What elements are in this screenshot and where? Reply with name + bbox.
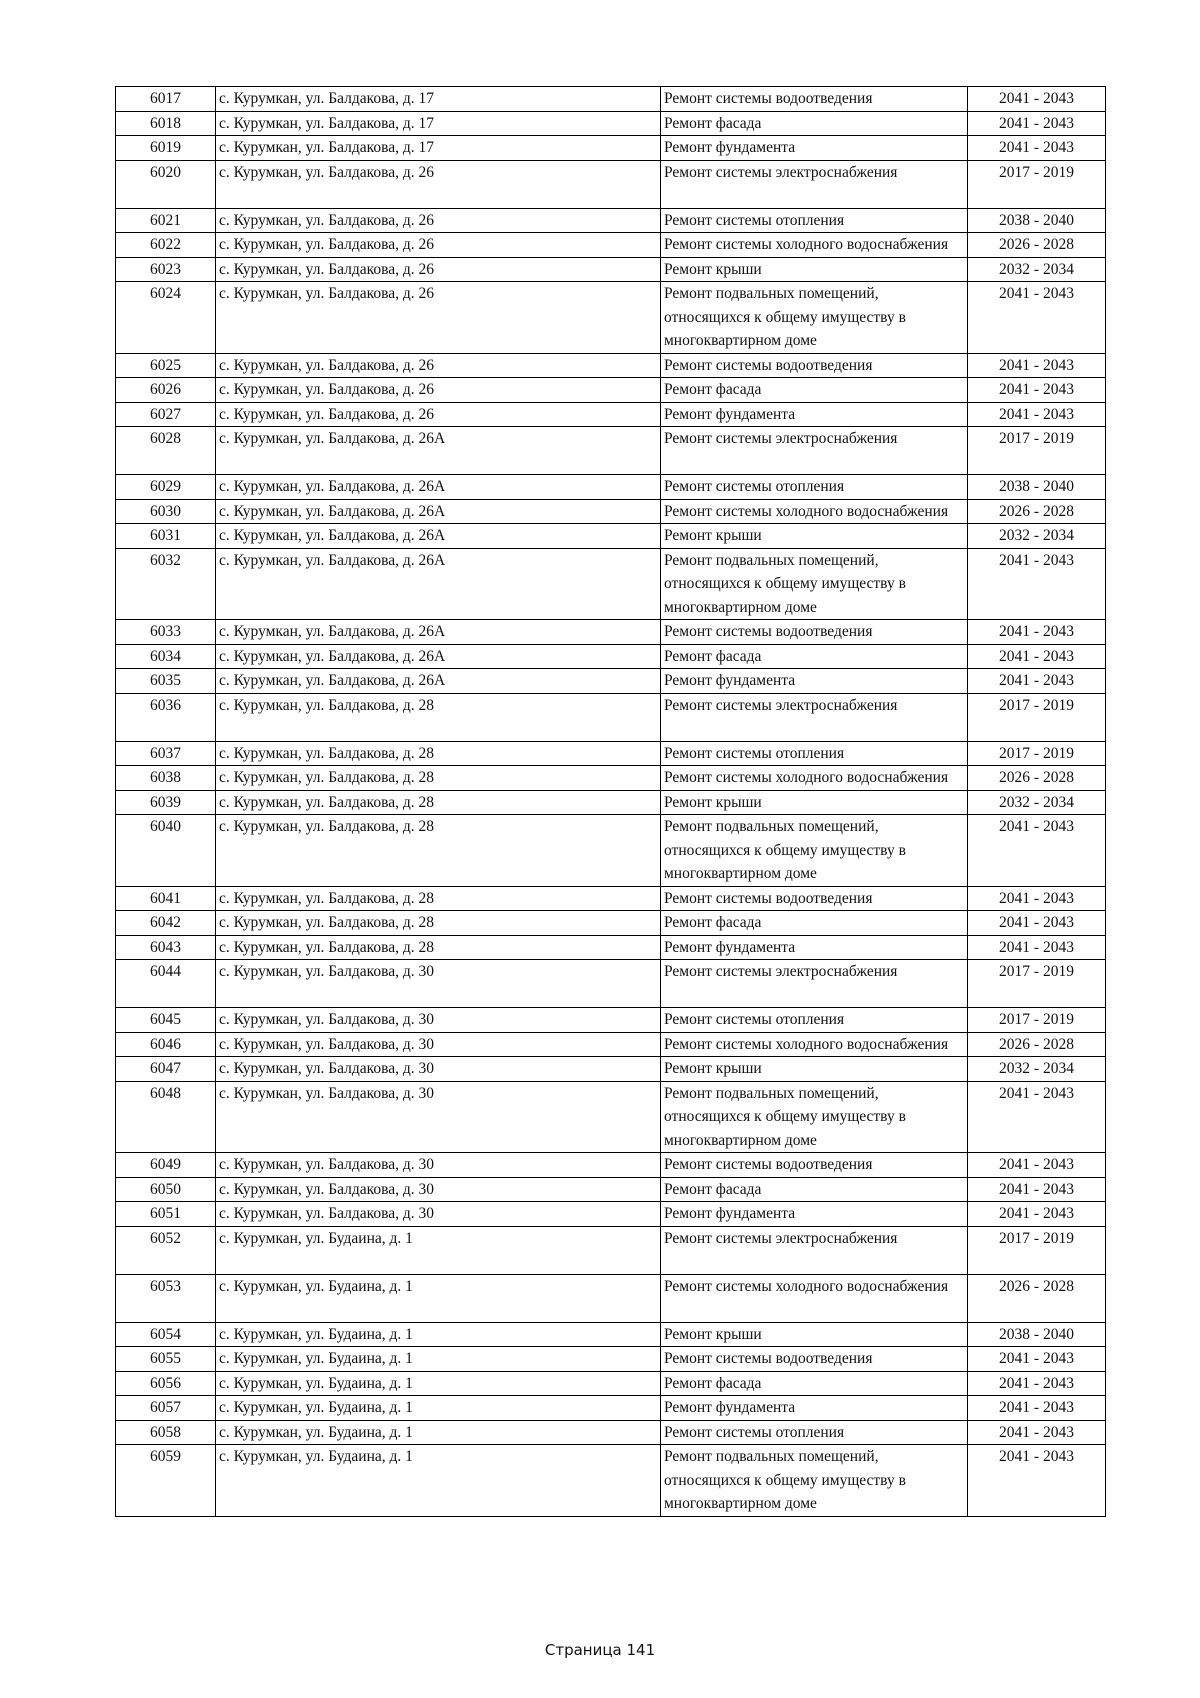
row-number: 6040: [116, 815, 216, 887]
row-number: 6038: [116, 766, 216, 791]
row-address: с. Курумкан, ул. Балдакова, д. 26: [216, 402, 661, 427]
row-period: 2032 - 2034: [968, 257, 1106, 282]
row-work-type: Ремонт системы водоотведения: [661, 87, 968, 112]
row-work-type: Ремонт системы отопления: [661, 1008, 968, 1033]
table-row: [116, 1226, 1106, 1274]
row-address: с. Курумкан, ул. Будаина, д. 1: [216, 1347, 661, 1372]
row-address: с. Курумкан, ул. Балдакова, д. 26А: [216, 669, 661, 694]
row-number: 6053: [116, 1274, 216, 1322]
row-address: с. Курумкан, ул. Балдакова, д. 26: [216, 233, 661, 258]
row-work-type: Ремонт фундамента: [661, 1396, 968, 1421]
row-address: с. Курумкан, ул. Балдакова, д. 26: [216, 282, 661, 354]
row-number: 6047: [116, 1057, 216, 1082]
row-work-type: Ремонт системы холодного водоснабжения: [661, 1032, 968, 1057]
row-work-type: Ремонт фундамента: [661, 669, 968, 694]
row-number: 6043: [116, 935, 216, 960]
row-address: с. Курумкан, ул. Балдакова, д. 30: [216, 960, 661, 1008]
row-address: с. Курумкан, ул. Будаина, д. 1: [216, 1371, 661, 1396]
row-address: с. Курумкан, ул. Будаина, д. 1: [216, 1445, 661, 1517]
row-work-type: Ремонт системы холодного водоснабжения: [661, 233, 968, 258]
row-number: 6041: [116, 886, 216, 911]
row-period: 2041 - 2043: [968, 87, 1106, 112]
table-row: [116, 282, 1106, 354]
row-work-type: Ремонт системы водоотведения: [661, 620, 968, 645]
row-period: 2038 - 2040: [968, 208, 1106, 233]
row-number: 6034: [116, 644, 216, 669]
row-period: 2041 - 2043: [968, 886, 1106, 911]
row-number: 6020: [116, 160, 216, 208]
row-number: 6039: [116, 790, 216, 815]
row-period: 2032 - 2034: [968, 1057, 1106, 1082]
row-number: 6052: [116, 1226, 216, 1274]
table-row: [116, 911, 1106, 936]
table-row: [116, 669, 1106, 694]
row-work-type: Ремонт системы отопления: [661, 1420, 968, 1445]
row-period: 2041 - 2043: [968, 644, 1106, 669]
table-row: [116, 1177, 1106, 1202]
row-address: с. Курумкан, ул. Балдакова, д. 28: [216, 693, 661, 741]
row-work-type: Ремонт крыши: [661, 257, 968, 282]
table-row: [116, 1420, 1106, 1445]
row-number: 6033: [116, 620, 216, 645]
row-work-type: Ремонт системы электроснабжения: [661, 160, 968, 208]
row-period: 2041 - 2043: [968, 669, 1106, 694]
row-work-type: Ремонт фасада: [661, 111, 968, 136]
table-row: [116, 548, 1106, 620]
row-number: 6027: [116, 402, 216, 427]
row-address: с. Курумкан, ул. Балдакова, д. 28: [216, 741, 661, 766]
table-row: [116, 257, 1106, 282]
table-row: [116, 233, 1106, 258]
row-period: 2041 - 2043: [968, 1445, 1106, 1517]
row-address: с. Курумкан, ул. Балдакова, д. 17: [216, 136, 661, 161]
row-address: с. Курумкан, ул. Балдакова, д. 26: [216, 353, 661, 378]
row-period: 2038 - 2040: [968, 1322, 1106, 1347]
row-address: с. Курумкан, ул. Балдакова, д. 26А: [216, 524, 661, 549]
row-address: с. Курумкан, ул. Балдакова, д. 26: [216, 208, 661, 233]
row-number: 6051: [116, 1202, 216, 1227]
row-address: с. Курумкан, ул. Балдакова, д. 26: [216, 160, 661, 208]
row-number: 6058: [116, 1420, 216, 1445]
row-number: 6031: [116, 524, 216, 549]
row-number: 6024: [116, 282, 216, 354]
row-period: 2017 - 2019: [968, 427, 1106, 475]
table-row: [116, 960, 1106, 1008]
table-row: [116, 427, 1106, 475]
table-row: [116, 111, 1106, 136]
row-work-type: Ремонт системы электроснабжения: [661, 693, 968, 741]
row-number: 6048: [116, 1081, 216, 1153]
row-work-type: Ремонт системы электроснабжения: [661, 1226, 968, 1274]
row-period: 2026 - 2028: [968, 233, 1106, 258]
row-period: 2041 - 2043: [968, 548, 1106, 620]
row-work-type: Ремонт подвальных помещений, относящихся к общему имуществу в многоквартирном доме: [661, 282, 968, 354]
row-period: 2026 - 2028: [968, 499, 1106, 524]
row-period: 2041 - 2043: [968, 1153, 1106, 1178]
row-number: 6021: [116, 208, 216, 233]
row-period: 2017 - 2019: [968, 160, 1106, 208]
row-work-type: Ремонт крыши: [661, 524, 968, 549]
row-work-type: Ремонт фундамента: [661, 402, 968, 427]
row-period: 2041 - 2043: [968, 353, 1106, 378]
row-address: с. Курумкан, ул. Балдакова, д. 28: [216, 766, 661, 791]
row-work-type: Ремонт фасада: [661, 1371, 968, 1396]
row-work-type: Ремонт системы отопления: [661, 741, 968, 766]
table-row: [116, 87, 1106, 112]
row-work-type: Ремонт фасада: [661, 1177, 968, 1202]
row-period: 2017 - 2019: [968, 960, 1106, 1008]
row-period: 2041 - 2043: [968, 111, 1106, 136]
row-address: с. Курумкан, ул. Балдакова, д. 30: [216, 1202, 661, 1227]
row-work-type: Ремонт фасада: [661, 644, 968, 669]
row-address: с. Курумкан, ул. Балдакова, д. 28: [216, 815, 661, 887]
row-address: с. Курумкан, ул. Балдакова, д. 17: [216, 111, 661, 136]
table-row: [116, 1032, 1106, 1057]
row-address: с. Курумкан, ул. Балдакова, д. 30: [216, 1057, 661, 1082]
row-address: с. Курумкан, ул. Балдакова, д. 28: [216, 886, 661, 911]
row-address: с. Курумкан, ул. Балдакова, д. 26А: [216, 644, 661, 669]
table-row: [116, 353, 1106, 378]
row-work-type: Ремонт подвальных помещений, относящихся к общему имуществу в многоквартирном доме: [661, 1081, 968, 1153]
row-number: 6055: [116, 1347, 216, 1372]
row-period: 2026 - 2028: [968, 1274, 1106, 1322]
registry-table-body: [116, 87, 1106, 1517]
row-period: 2041 - 2043: [968, 1081, 1106, 1153]
row-address: с. Курумкан, ул. Балдакова, д. 26А: [216, 499, 661, 524]
row-work-type: Ремонт системы холодного водоснабжения: [661, 1274, 968, 1322]
row-period: 2041 - 2043: [968, 282, 1106, 354]
row-work-type: Ремонт системы отопления: [661, 208, 968, 233]
row-period: 2026 - 2028: [968, 766, 1106, 791]
row-address: с. Курумкан, ул. Балдакова, д. 30: [216, 1081, 661, 1153]
row-work-type: Ремонт системы холодного водоснабжения: [661, 499, 968, 524]
row-address: с. Курумкан, ул. Балдакова, д. 30: [216, 1032, 661, 1057]
row-period: 2041 - 2043: [968, 1202, 1106, 1227]
row-number: 6044: [116, 960, 216, 1008]
table-row: [116, 1057, 1106, 1082]
row-period: 2032 - 2034: [968, 524, 1106, 549]
table-row: [116, 790, 1106, 815]
row-work-type: Ремонт крыши: [661, 1322, 968, 1347]
table-row: [116, 402, 1106, 427]
table-row: [116, 935, 1106, 960]
row-number: 6036: [116, 693, 216, 741]
table-row: [116, 693, 1106, 741]
row-period: 2041 - 2043: [968, 378, 1106, 403]
row-address: с. Курумкан, ул. Балдакова, д. 30: [216, 1177, 661, 1202]
row-number: 6037: [116, 741, 216, 766]
row-work-type: Ремонт системы водоотведения: [661, 886, 968, 911]
row-period: 2017 - 2019: [968, 741, 1106, 766]
table-row: [116, 1396, 1106, 1421]
row-period: 2041 - 2043: [968, 1347, 1106, 1372]
row-address: с. Курумкан, ул. Балдакова, д. 30: [216, 1008, 661, 1033]
row-address: с. Курумкан, ул. Будаина, д. 1: [216, 1420, 661, 1445]
row-address: с. Курумкан, ул. Будаина, д. 1: [216, 1322, 661, 1347]
row-work-type: Ремонт фасада: [661, 911, 968, 936]
row-work-type: Ремонт системы водоотведения: [661, 1153, 968, 1178]
row-work-type: Ремонт системы водоотведения: [661, 353, 968, 378]
row-work-type: Ремонт системы водоотведения: [661, 1347, 968, 1372]
row-work-type: Ремонт подвальных помещений, относящихся к общему имуществу в многоквартирном доме: [661, 548, 968, 620]
row-number: 6019: [116, 136, 216, 161]
row-period: 2017 - 2019: [968, 1008, 1106, 1033]
row-address: с. Курумкан, ул. Балдакова, д. 26: [216, 257, 661, 282]
row-address: с. Курумкан, ул. Балдакова, д. 26А: [216, 548, 661, 620]
row-period: 2041 - 2043: [968, 1420, 1106, 1445]
row-period: 2026 - 2028: [968, 1032, 1106, 1057]
table-row: [116, 1347, 1106, 1372]
row-number: 6032: [116, 548, 216, 620]
row-period: 2038 - 2040: [968, 475, 1106, 500]
row-number: 6042: [116, 911, 216, 936]
row-address: с. Курумкан, ул. Балдакова, д. 26А: [216, 475, 661, 500]
table-row: [116, 815, 1106, 887]
row-address: с. Курумкан, ул. Балдакова, д. 28: [216, 935, 661, 960]
table-row: [116, 208, 1106, 233]
row-period: 2041 - 2043: [968, 935, 1106, 960]
row-work-type: Ремонт фасада: [661, 378, 968, 403]
row-number: 6057: [116, 1396, 216, 1421]
table-row: [116, 1445, 1106, 1517]
row-work-type: Ремонт системы холодного водоснабжения: [661, 766, 968, 791]
row-number: 6054: [116, 1322, 216, 1347]
row-work-type: Ремонт крыши: [661, 790, 968, 815]
row-number: 6045: [116, 1008, 216, 1033]
row-address: с. Курумкан, ул. Балдакова, д. 26А: [216, 427, 661, 475]
table-row: [116, 620, 1106, 645]
row-number: 6030: [116, 499, 216, 524]
row-number: 6028: [116, 427, 216, 475]
table-row: [116, 524, 1106, 549]
row-period: 2041 - 2043: [968, 620, 1106, 645]
row-number: 6022: [116, 233, 216, 258]
table-row: [116, 644, 1106, 669]
row-period: 2041 - 2043: [968, 911, 1106, 936]
row-address: с. Курумкан, ул. Балдакова, д. 30: [216, 1153, 661, 1178]
row-work-type: Ремонт системы отопления: [661, 475, 968, 500]
table-row: [116, 475, 1106, 500]
table-row: [116, 499, 1106, 524]
row-address: с. Курумкан, ул. Балдакова, д. 28: [216, 790, 661, 815]
row-work-type: Ремонт системы электроснабжения: [661, 960, 968, 1008]
registry-table: [115, 86, 1106, 1517]
row-number: 6050: [116, 1177, 216, 1202]
table-row: [116, 1008, 1106, 1033]
row-period: 2041 - 2043: [968, 815, 1106, 887]
row-address: с. Курумкан, ул. Балдакова, д. 26: [216, 378, 661, 403]
table-row: [116, 1202, 1106, 1227]
row-address: с. Курумкан, ул. Будаина, д. 1: [216, 1226, 661, 1274]
row-number: 6018: [116, 111, 216, 136]
row-period: 2041 - 2043: [968, 402, 1106, 427]
table-row: [116, 886, 1106, 911]
row-number: 6059: [116, 1445, 216, 1517]
table-row: [116, 1274, 1106, 1322]
row-period: 2017 - 2019: [968, 693, 1106, 741]
row-period: 2041 - 2043: [968, 1177, 1106, 1202]
table-row: [116, 378, 1106, 403]
row-period: 2041 - 2043: [968, 1371, 1106, 1396]
row-number: 6023: [116, 257, 216, 282]
table-row: [116, 741, 1106, 766]
row-number: 6025: [116, 353, 216, 378]
row-address: с. Курумкан, ул. Балдакова, д. 26А: [216, 620, 661, 645]
row-number: 6056: [116, 1371, 216, 1396]
table-row: [116, 160, 1106, 208]
row-work-type: Ремонт фундамента: [661, 935, 968, 960]
row-number: 6049: [116, 1153, 216, 1178]
row-period: 2041 - 2043: [968, 1396, 1106, 1421]
row-address: с. Курумкан, ул. Будаина, д. 1: [216, 1274, 661, 1322]
row-work-type: Ремонт фундамента: [661, 136, 968, 161]
table-row: [116, 1153, 1106, 1178]
table-row: [116, 1322, 1106, 1347]
row-work-type: Ремонт системы электроснабжения: [661, 427, 968, 475]
row-work-type: Ремонт крыши: [661, 1057, 968, 1082]
row-number: 6026: [116, 378, 216, 403]
row-number: 6035: [116, 669, 216, 694]
row-period: 2032 - 2034: [968, 790, 1106, 815]
row-work-type: Ремонт подвальных помещений, относящихся к общему имуществу в многоквартирном доме: [661, 1445, 968, 1517]
table-row: [116, 1081, 1106, 1153]
row-address: с. Курумкан, ул. Будаина, д. 1: [216, 1396, 661, 1421]
row-number: 6046: [116, 1032, 216, 1057]
row-number: 6017: [116, 87, 216, 112]
table-row: [116, 766, 1106, 791]
page-number: Страница 141: [544, 1641, 656, 1659]
row-address: с. Курумкан, ул. Балдакова, д. 17: [216, 87, 661, 112]
row-work-type: Ремонт подвальных помещений, относящихся к общему имуществу в многоквартирном доме: [661, 815, 968, 887]
table-row: [116, 1371, 1106, 1396]
row-period: 2041 - 2043: [968, 136, 1106, 161]
row-number: 6029: [116, 475, 216, 500]
row-work-type: Ремонт фундамента: [661, 1202, 968, 1227]
table-row: [116, 136, 1106, 161]
row-address: с. Курумкан, ул. Балдакова, д. 28: [216, 911, 661, 936]
row-period: 2017 - 2019: [968, 1226, 1106, 1274]
